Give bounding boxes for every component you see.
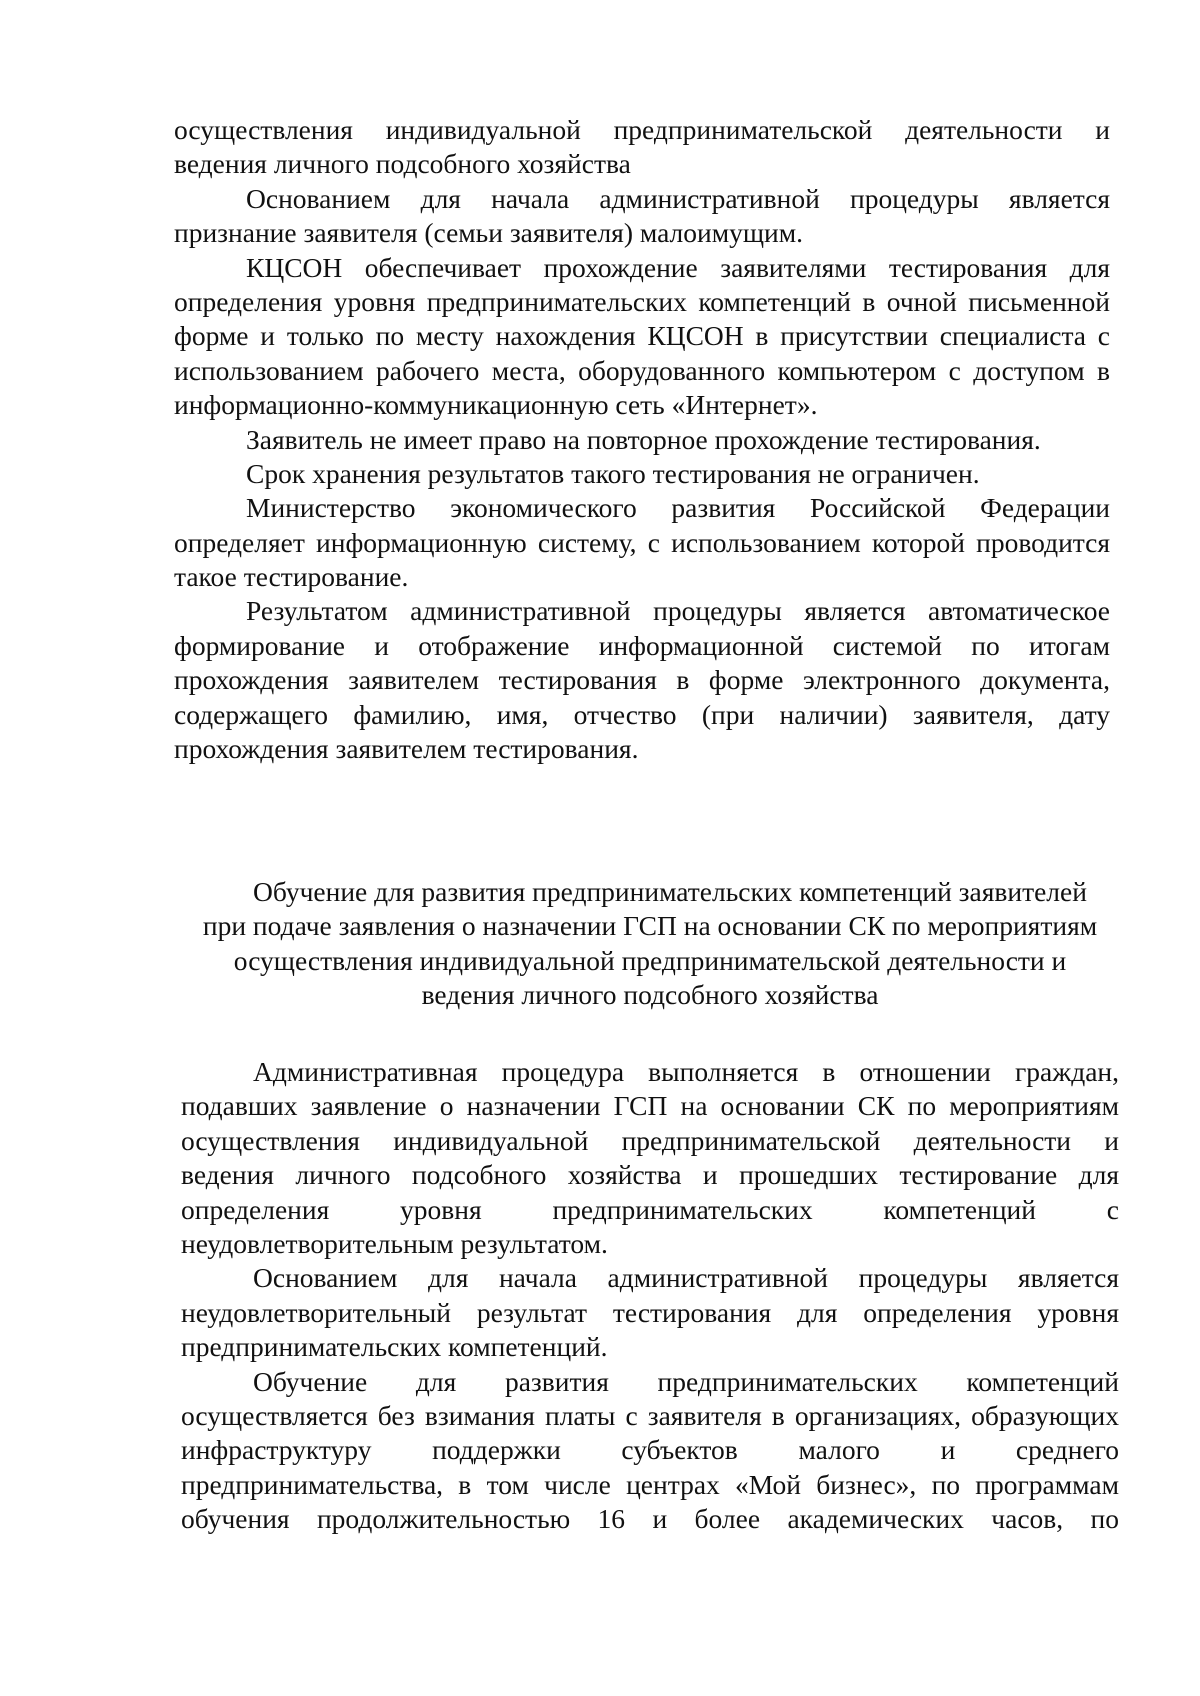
text-line: прохождения заявителем тестирования. <box>174 733 639 765</box>
text-line: определения уровня предпринимательских компетенций с <box>181 1193 1119 1225</box>
section-1-text <box>174 113 1110 766</box>
text-line: осуществления индивидуальной предпринимательской деятельности и <box>181 1124 1119 1156</box>
text-line: КЦСОН обеспечивает прохождение заявителями тестирования для <box>246 251 1110 283</box>
heading-line: ведения личного подсобного хозяйства <box>421 979 879 1011</box>
text-line: Основанием для начала административной процедуры является <box>246 182 1110 214</box>
text-line: Результатом административной процедуры является автоматическое <box>246 595 1110 627</box>
text-line: инфраструктуру поддержки субъектов малого и среднего <box>181 1434 1119 1466</box>
text-line: ведения личного подсобного хозяйства и прошедших тестирование для <box>181 1159 1119 1191</box>
text-line: предпринимательских компетенций. <box>181 1331 608 1363</box>
heading-line: при подаче заявления о назначении ГСП на основании СК по мероприятиям <box>202 910 1098 942</box>
text-line: формирование и отображение информационной системой по итогам <box>174 629 1110 661</box>
text-line: информационно-коммуникационную сеть «Интернет». <box>174 389 818 421</box>
text-line: Заявитель не имеет право на повторное прохождение тестирования. <box>246 423 1041 455</box>
heading-line: осуществления индивидуальной предпринимательской деятельности и <box>233 944 1067 976</box>
text-line: осуществляется без взимания платы с заявителя в организациях, образующих <box>181 1399 1119 1431</box>
text-line: признание заявителя (семьи заявителя) малоимущим. <box>174 217 804 249</box>
text-line: Обучение для развития предпринимательских компетенций <box>253 1365 1119 1397</box>
text-line: неудовлетворительным результатом. <box>181 1227 608 1259</box>
heading-line: Обучение для развития предпринимательских компетенций заявителей <box>253 876 1087 907</box>
text-line: осуществления индивидуальной предпринимательской деятельности и <box>174 114 1110 145</box>
section-heading <box>174 875 1126 1013</box>
text-line: использованием рабочего места, оборудованного компьютером с доступом в <box>174 354 1110 386</box>
text-line: Срок хранения результатов такого тестирования не ограничен. <box>246 457 980 489</box>
text-line: прохождения заявителем тестирования в форме электронного документа, <box>174 664 1110 696</box>
text-line: обучения продолжительностью 16 и более академических часов, по <box>181 1503 1119 1535</box>
text-line: такое тестирование. <box>174 561 409 593</box>
text-line: неудовлетворительный результат тестирования для определения уровня <box>181 1296 1119 1328</box>
text-line: определения уровня предпринимательских компетенций в очной письменной <box>174 285 1110 317</box>
text-line: Министерство экономического развития Российской Федерации <box>246 492 1110 524</box>
text-line: Основанием для начала административной процедуры является <box>253 1262 1119 1294</box>
text-line: ведения личного подсобного хозяйства <box>174 148 631 180</box>
text-line: подавших заявление о назначении ГСП на основании СК по мероприятиям <box>181 1090 1119 1122</box>
text-line: форме и только по месту нахождения КЦСОН в присутствии специалиста с <box>174 320 1110 352</box>
text-line: предпринимательства, в том числе центрах «Мой бизнес», по программам <box>181 1468 1119 1500</box>
text-line: содержащего фамилию, имя, отчество (при наличии) заявителя, дату <box>174 698 1110 730</box>
text-line: Административная процедура выполняется в отношении граждан, <box>253 1056 1119 1087</box>
text-line: определяет информационную систему, с использованием которой проводится <box>174 526 1110 558</box>
section-2-text <box>181 1055 1119 1536</box>
